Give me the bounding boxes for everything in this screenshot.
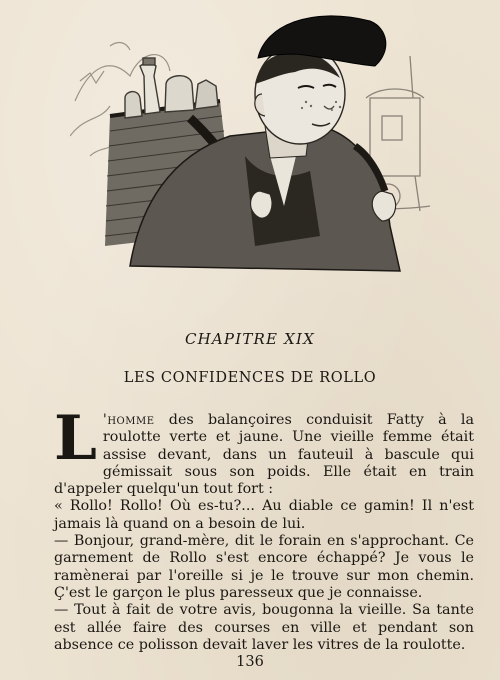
illustration-boy-with-bottle-basket [70, 6, 430, 276]
chapter-title: LES CONFIDENCES DE ROLLO [123, 370, 377, 386]
page-number: 136 [236, 654, 264, 670]
chapter-body [54, 403, 474, 654]
paragraph-2: « Rollo! Rollo! Où es-tu?... Au diable ce gamin! Il n'est jamais là quand on a besoin de lui. [54, 498, 474, 532]
paragraph-1 [54, 403, 474, 498]
drop-cap: L [54, 403, 97, 474]
first-word: 'homme [102, 412, 155, 428]
paragraph-3: — Bonjour, grand-mère, dit le forain en s'approchant. Ce garnement de Rollo s'est encore échappé? Je vous le ramènerai par l'oreille si je le trouve sur mon chemin. Ç'est le garçon le plus paresseux que je connaisse. [54, 533, 474, 601]
paragraph-4: — Tout à fait de votre avis, bougonna la vieille. Sa tante est allée faire des courses en ville et pendant son absence ce polisson devait laver les vitres de la roulotte. [54, 602, 474, 653]
chapter-number: CHAPITRE XIX [184, 330, 316, 348]
paragraph-1-text: des balançoires conduisit Fatty à la roulotte verte et jaune. Une vieille femme était assise devant, dans un fauteuil à bascule qui gémissait sous son poids. Elle était en train d'appeler quelqu'un tout fort : [54, 412, 474, 498]
